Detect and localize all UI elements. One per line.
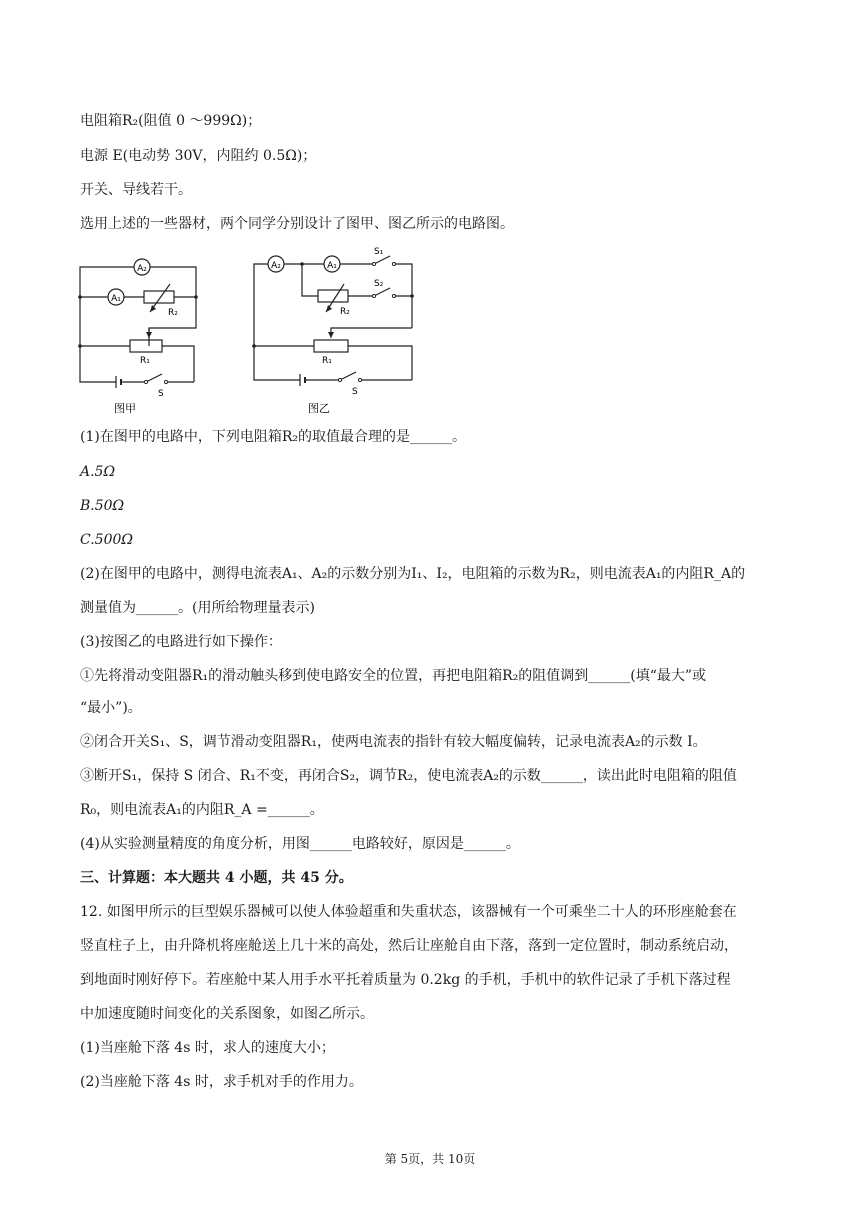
question-2-line1: (2)在图甲的电路中，测得电流表A₁、A₂的示数分别为I₁、I₂，电阻箱的示数为R₂，则电流表A₁的内阻R_A的: [80, 566, 746, 582]
option-c: C.500Ω: [80, 532, 133, 548]
section-heading: 三、计算题：本大题共 4 小题，共 45 分。: [80, 870, 353, 886]
resistor-r2-label: R₂: [168, 308, 178, 318]
option-b: B.50Ω: [80, 498, 125, 514]
figure-caption-yi: 图乙: [308, 402, 330, 415]
ammeter-a1-label: A₁: [327, 261, 337, 271]
text-line: 电源 E(电动势 30V，内阻约 0.5Ω)；: [80, 148, 317, 164]
step-3-line1: ③断开S₁，保持 S 闭合、R₁不变，再闭合S₂，调节R₂，使电流表A₂的示数______，读出此时电阻箱的阻值: [80, 768, 737, 784]
step-2: ②闭合开关S₁、S，调节滑动变阻器R₁，使两电流表的指针有较大幅度偏转，记录电流表A₂的示数 I。: [80, 734, 707, 750]
step-1-line1: ①先将滑动变阻器R₁的滑动触头移到使电路安全的位置，再把电阻箱R₂的阻值调到______(填“最大”或: [80, 668, 707, 684]
resistor-r2-label: R₂: [340, 307, 350, 317]
problem-12-line1: 12. 如图甲所示的巨型娱乐器械可以使人体验超重和失重状态，该器械有一个可乘坐二十人的环形座舱套在: [80, 904, 737, 920]
problem-12-line3: 到地面时刚好停下。若座舱中某人用手水平托着质量为 0.2kg 的手机，手机中的软件记录了手机下落过程: [80, 972, 731, 988]
ammeter-a1-label: A₁: [111, 294, 121, 304]
problem-12-question-2: (2)当座舱下落 4s 时，求手机对手的作用力。: [80, 1074, 363, 1090]
switch-s-label: S: [158, 389, 164, 399]
ammeter-a2-label: A₂: [271, 261, 281, 271]
problem-12-line2: 竖直柱子上，由升降机将座舱送上几十米的高处，然后让座舱自由下落，落到一定位置时，制动系统启动，: [80, 938, 738, 954]
question-4: (4)从实验测量精度的角度分析，用图______电路较好，原因是______。: [80, 836, 520, 852]
text-line: 选用上述的一些器材，两个同学分别设计了图甲、图乙所示的电路图。: [80, 216, 514, 232]
resistor-r1-label: R₁: [140, 356, 150, 366]
switch-s-label: S: [352, 387, 358, 397]
step-3-line2: R₀，则电流表A₁的内阻R_A =______。: [80, 802, 324, 818]
switch-s2-label: S₂: [374, 279, 384, 289]
question-3: (3)按图乙的电路进行如下操作：: [80, 634, 282, 650]
problem-12-line4: 中加速度随时间变化的关系图象，如图乙所示。: [80, 1006, 374, 1022]
resistor-r1-label: R₁: [322, 356, 332, 366]
text-line: 电阻箱R₂(阻值 0 ～999Ω)；: [80, 113, 262, 129]
ammeter-a2-label: A₂: [137, 264, 147, 274]
switch-s1-label: S₁: [374, 247, 384, 257]
question-2-line2: 测量值为______。(用所给物理量表示): [80, 600, 315, 616]
problem-12-question-1: (1)当座舱下落 4s 时，求人的速度大小；: [80, 1040, 335, 1056]
page-footer: 第 5页，共 10页: [384, 1152, 476, 1166]
question-1: (1)在图甲的电路中，下列电阻箱R₂的取值最合理的是______。: [80, 429, 466, 445]
step-1-line2: “最小”)。: [80, 700, 142, 716]
figure-caption-jia: 图甲: [114, 402, 136, 415]
option-a: A.5Ω: [80, 464, 116, 480]
circuit-figure-jia: [74, 252, 206, 420]
circuit-figure-yi: [248, 244, 420, 420]
text-line: 开关、导线若干。: [80, 182, 192, 198]
